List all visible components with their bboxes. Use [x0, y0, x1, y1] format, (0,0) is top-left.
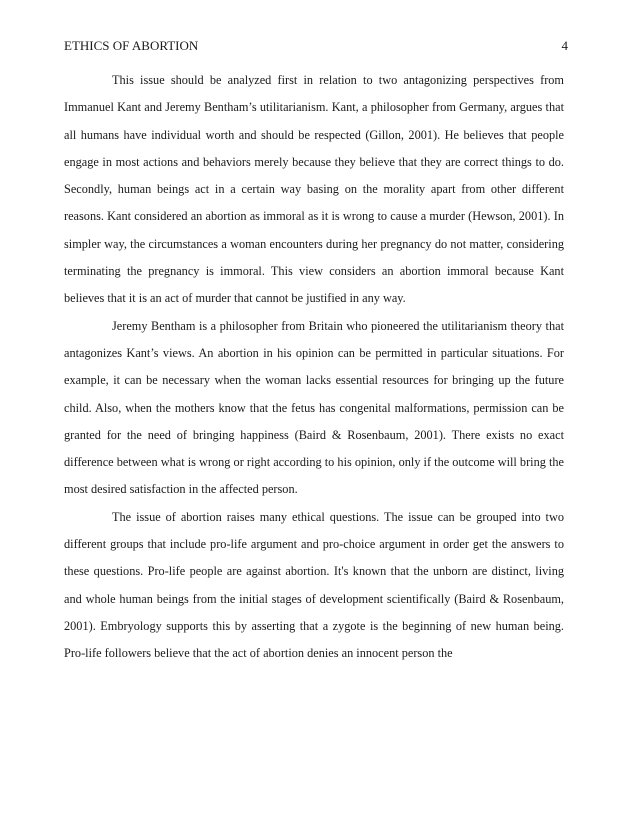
running-head-title: ETHICS OF ABORTION — [64, 38, 199, 53]
paragraph-bentham: Jeremy Bentham is a philosopher from Britain who pioneered the utilitarianism theory that antagonizes Kant’s views. An abortion in his opinion can be permitted in particular situations. For example, it can be necessary when the woman lacks essential resources for bringing up the future child. Also, when the mothers know that the fetus has congenital malformations, permission can be granted for the need of bringing happiness (Baird & Rosenbaum, 2001). There exists no exact difference between what is wrong or right according to his opinion, only if the outcome will bring the most desired satisfaction in the affected person. — [64, 318, 564, 497]
running-head — [64, 37, 570, 55]
body-text — [64, 67, 564, 668]
paragraph-kant: This issue should be analyzed first in relation to two antagonizing perspectives from Immanuel Kant and Jeremy Bentham’s utilitarianism. Kant, a philosopher from Germany, argues that all humans have individual worth and should be respected (Gillon, 2001). He believes that people engage in most actions and behaviors merely because they believe that they are correct things to do. Secondly, human beings act in a certain way basing on the morality apart from other different reasons. Kant considered an abortion as immoral as it is wrong to cause a murder (Hewson, 2001). In simpler way, the circumstances a woman encounters during her pregnancy do not matter, considering terminating the pregnancy is immoral. This view considers an abortion immoral because Kant believes that it is an act of murder that cannot be justified in any way. — [64, 73, 564, 306]
page-number: 4 — [561, 38, 568, 53]
paragraph-ethical-questions: The issue of abortion raises many ethical questions. The issue can be grouped into two different groups that include pro-life argument and pro-choice argument in order get the answers to these questions. Pro-life people are against abortion. It's known that the unborn are distinct, living and whole human beings from the initial stages of development scientifically (Baird & Rosenbaum, 2001). Embryology supports this by asserting that a zygote is the beginning of new human being. Pro-life followers believe that the act of abortion denies an innocent person the — [64, 509, 564, 661]
